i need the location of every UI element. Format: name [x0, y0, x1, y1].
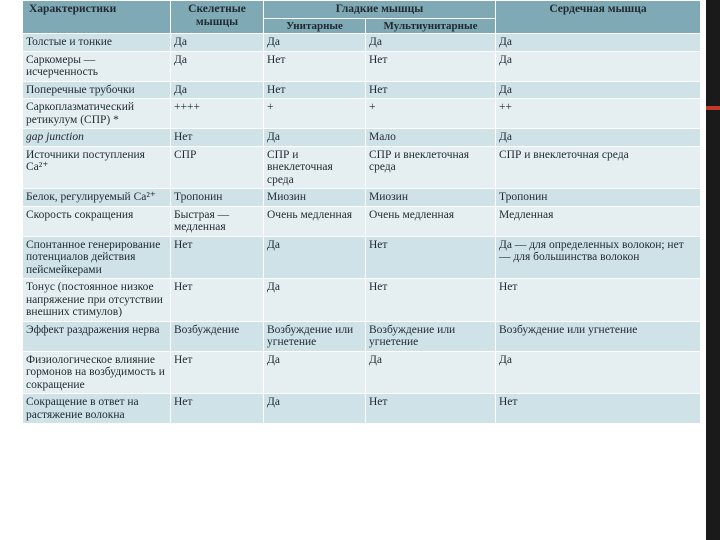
cell-feature: Саркоплазматический ретикулум (СПР) * [23, 99, 171, 129]
cell-unitary: Очень медленная [264, 206, 366, 236]
table-row [23, 129, 701, 147]
cell-multiunitary: Нет [366, 394, 496, 424]
cell-multiunitary: Возбуждение или угнетение [366, 321, 496, 351]
cell-unitary: Миозин [264, 189, 366, 207]
table-container [22, 0, 700, 540]
cell-cardiac: Да [496, 351, 701, 394]
cell-skeletal: Да [171, 51, 264, 81]
cell-unitary: Возбуждение или угнетение [264, 321, 366, 351]
cell-unitary: Да [264, 394, 366, 424]
table-row [23, 279, 701, 322]
cell-skeletal: ++++ [171, 99, 264, 129]
cell-skeletal: Быстрая — медленная [171, 206, 264, 236]
cell-skeletal: СПР [171, 146, 264, 189]
cell-unitary: Да [264, 279, 366, 322]
cell-skeletal: Нет [171, 129, 264, 147]
table-row [23, 51, 701, 81]
cell-multiunitary: Мало [366, 129, 496, 147]
header-unitary: Унитарные [264, 18, 366, 34]
table-row [23, 321, 701, 351]
cell-cardiac: Да [496, 129, 701, 147]
cell-feature: Тонус (постоянное низкое напряжение при отсутствии внешних стимулов) [23, 279, 171, 322]
header-smooth: Гладкие мышцы [264, 1, 496, 19]
cell-unitary: Да [264, 236, 366, 279]
cell-unitary: СПР и внеклеточная среда [264, 146, 366, 189]
cell-skeletal: Нет [171, 351, 264, 394]
cell-skeletal: Возбуждение [171, 321, 264, 351]
table-row [23, 81, 701, 99]
cell-feature: Белок, регулируемый Ca²⁺ [23, 189, 171, 207]
cell-unitary: Да [264, 34, 366, 52]
cell-multiunitary: Нет [366, 279, 496, 322]
cell-cardiac: Нет [496, 394, 701, 424]
cell-feature: Толстые и тонкие [23, 34, 171, 52]
table-row [23, 189, 701, 207]
cell-multiunitary: Нет [366, 236, 496, 279]
cell-feature: Сокращение в ответ на растяжение волокна [23, 394, 171, 424]
header-multiunitary: Мультиунитарные [366, 18, 496, 34]
cell-skeletal: Нет [171, 394, 264, 424]
slide-accent-mark [706, 106, 720, 110]
cell-feature: Поперечные трубочки [23, 81, 171, 99]
cell-cardiac: Да [496, 81, 701, 99]
cell-feature: Эффект раздражения нерва [23, 321, 171, 351]
cell-multiunitary: СПР и внеклеточная среда [366, 146, 496, 189]
cell-cardiac: Тропонин [496, 189, 701, 207]
cell-feature: Саркомеры — исчерченность [23, 51, 171, 81]
slide-side-bar [706, 0, 720, 540]
table-row [23, 206, 701, 236]
cell-cardiac: Да — для определенных волокон; нет — для большинства волокон [496, 236, 701, 279]
header-skeletal: Скелетные мышцы [171, 1, 264, 34]
table-row [23, 351, 701, 394]
cell-unitary: Нет [264, 81, 366, 99]
cell-skeletal: Да [171, 34, 264, 52]
cell-cardiac: Возбуждение или угнетение [496, 321, 701, 351]
cell-multiunitary: Нет [366, 81, 496, 99]
cell-feature: gap junction [23, 129, 171, 147]
cell-multiunitary: Очень медленная [366, 206, 496, 236]
table-row [23, 34, 701, 52]
cell-cardiac: СПР и внеклеточная среда [496, 146, 701, 189]
cell-unitary: Да [264, 129, 366, 147]
cell-multiunitary: + [366, 99, 496, 129]
cell-skeletal: Да [171, 81, 264, 99]
cell-cardiac: Нет [496, 279, 701, 322]
cell-multiunitary: Миозин [366, 189, 496, 207]
muscle-comparison-table [22, 0, 700, 424]
cell-unitary: + [264, 99, 366, 129]
cell-skeletal: Нет [171, 236, 264, 279]
cell-cardiac: Да [496, 34, 701, 52]
table-row [23, 394, 701, 424]
table-row [23, 99, 701, 129]
cell-skeletal: Тропонин [171, 189, 264, 207]
cell-feature: Спонтанное генерирование потенциалов действия пейсмейкерами [23, 236, 171, 279]
cell-cardiac: ++ [496, 99, 701, 129]
cell-skeletal: Нет [171, 279, 264, 322]
cell-multiunitary: Да [366, 351, 496, 394]
header-cardiac: Сердечная мышца [496, 1, 701, 34]
table-row [23, 146, 701, 189]
cell-feature: Скорость сокращения [23, 206, 171, 236]
cell-cardiac: Медленная [496, 206, 701, 236]
table-row [23, 236, 701, 279]
cell-cardiac: Да [496, 51, 701, 81]
cell-unitary: Да [264, 351, 366, 394]
cell-feature: Источники поступления Ca²⁺ [23, 146, 171, 189]
cell-multiunitary: Нет [366, 51, 496, 81]
cell-unitary: Нет [264, 51, 366, 81]
header-row [23, 1, 701, 19]
cell-multiunitary: Да [366, 34, 496, 52]
header-characteristics: Характеристики [23, 1, 171, 34]
cell-feature: Физиологическое влияние гормонов на возбудимость и сокращение [23, 351, 171, 394]
